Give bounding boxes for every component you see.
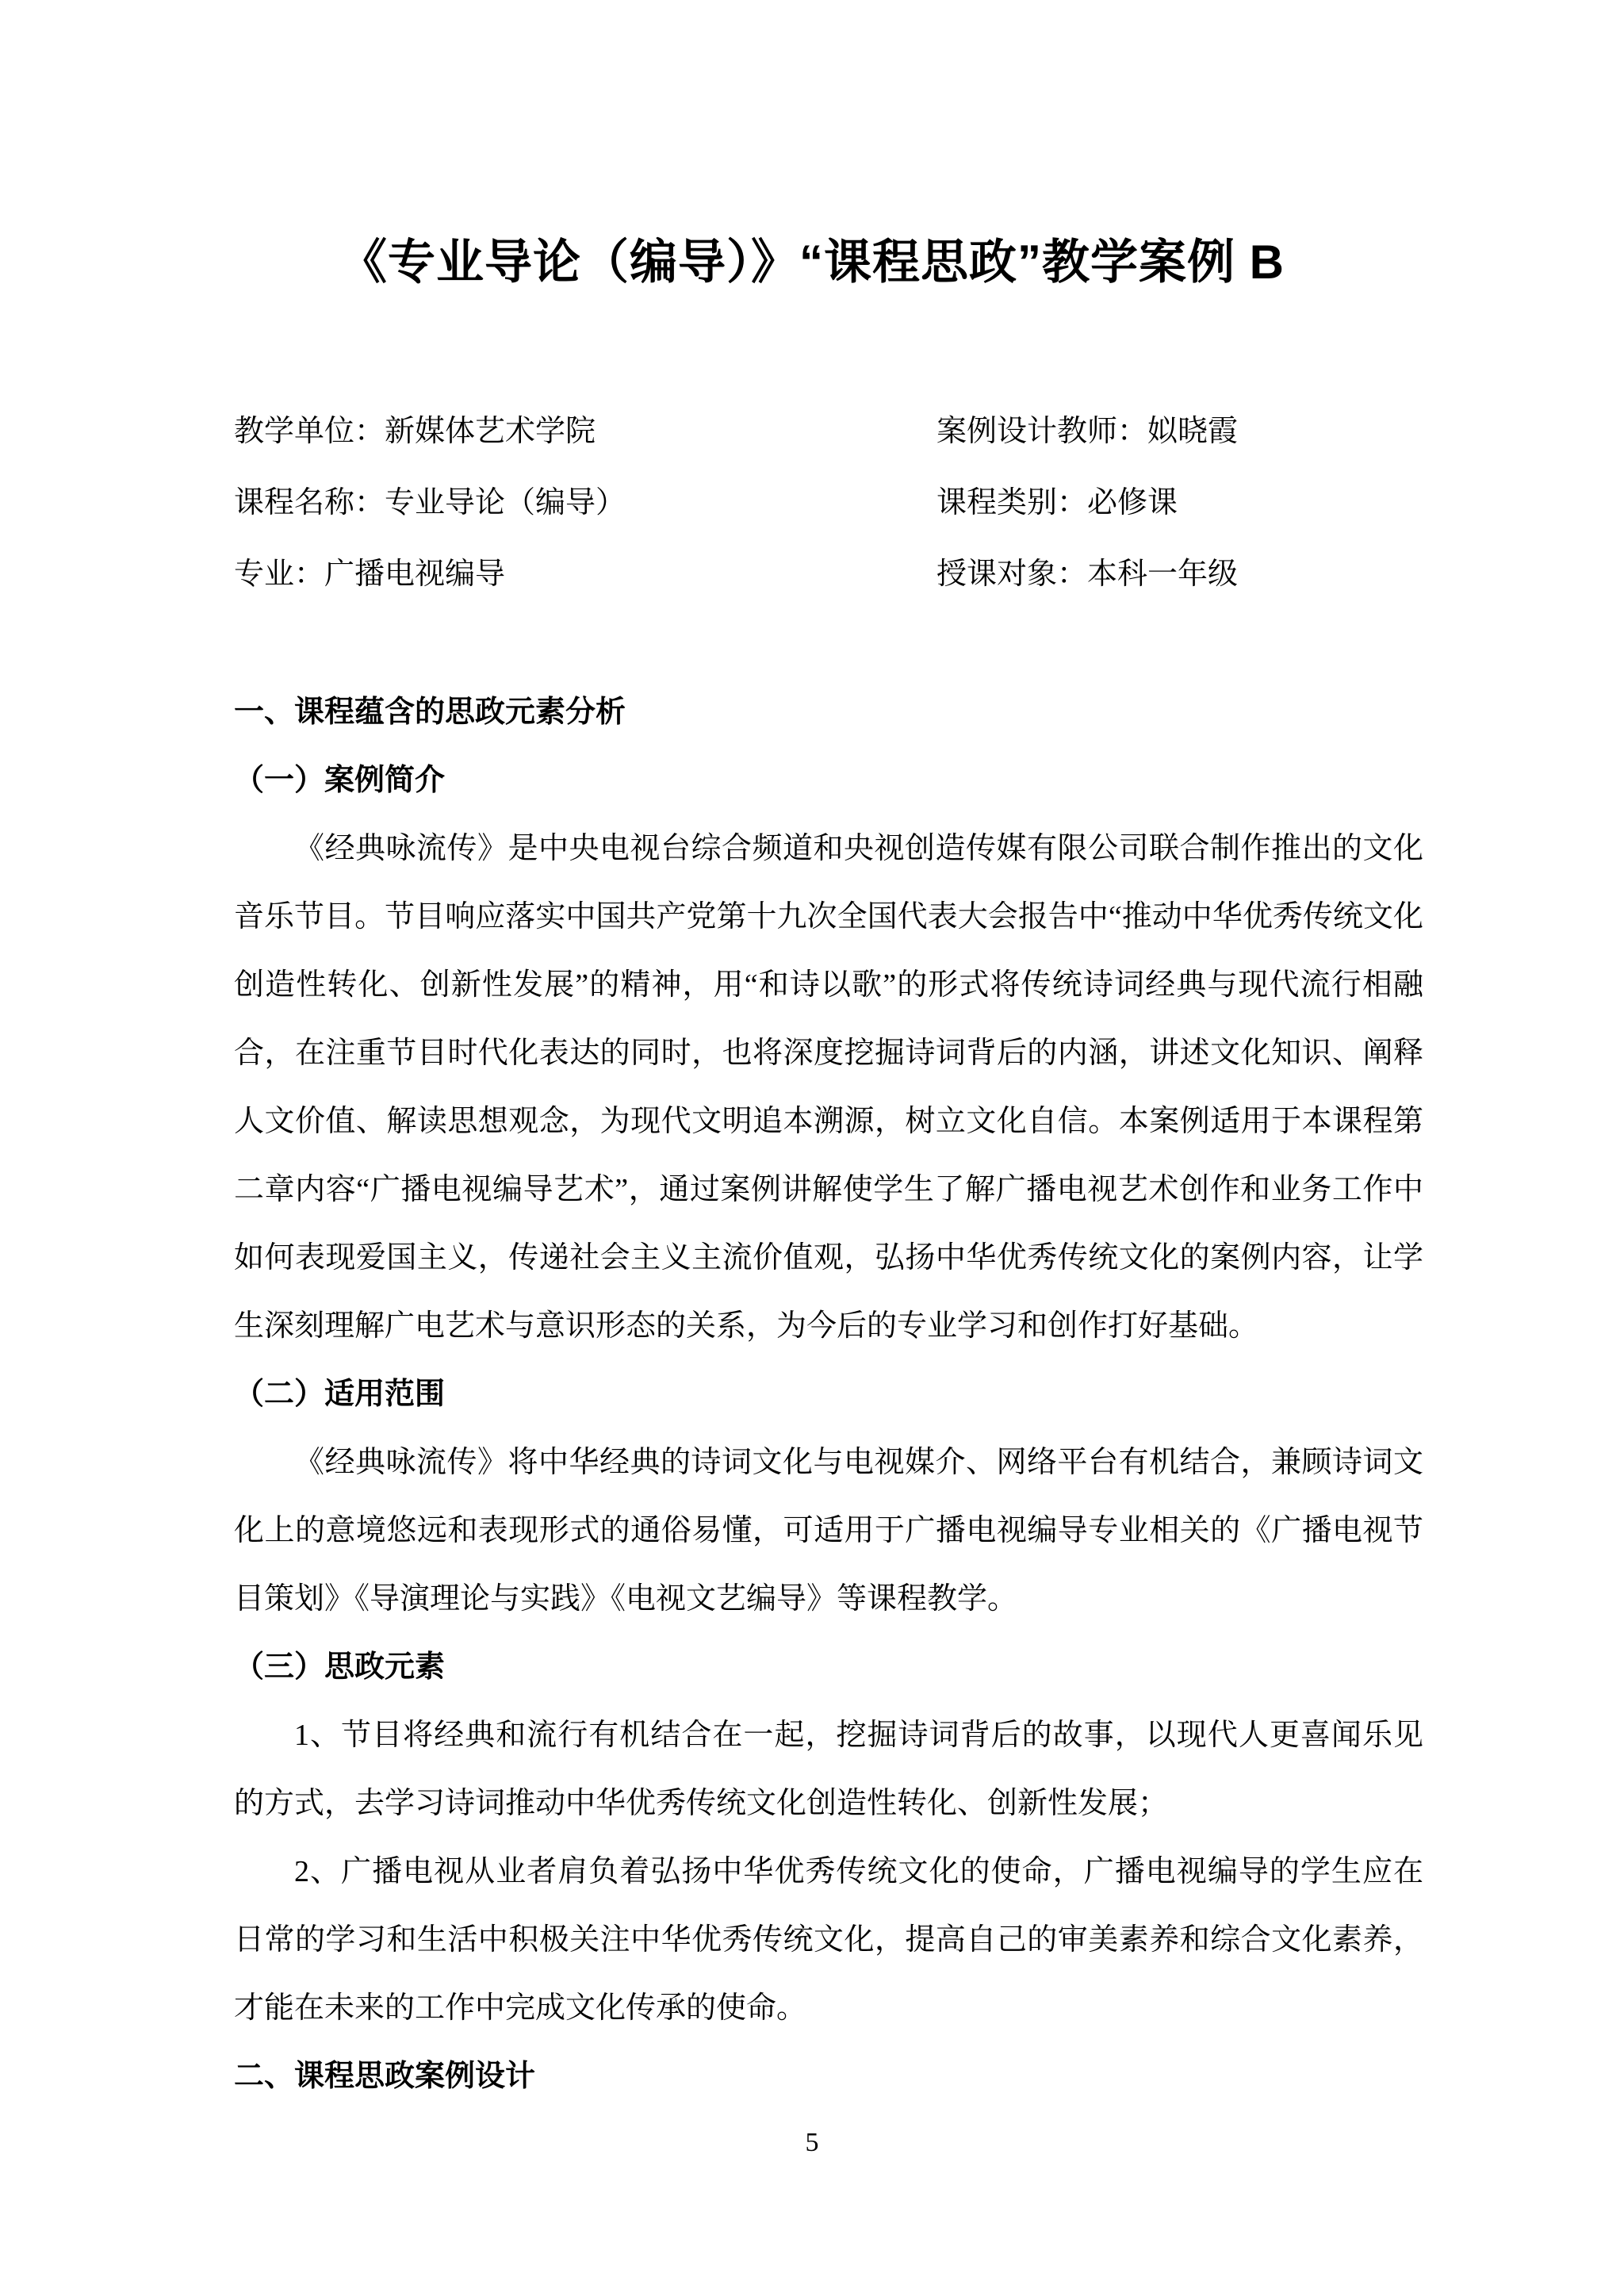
meta-audience: 授课对象：本科一年级 bbox=[936, 558, 1239, 591]
ideology-element-item-2: 2、广播电视从业者肩负着弘扬中华优秀传统文化的使命，广播电视编导的学生应在日常的学习和生活中积极关注中华优秀传统文化，提高自己的审美素养和综合文化素养，才能在未来的工作中完成文化传承的使命。 bbox=[234, 1855, 1423, 2025]
page-number: 5 bbox=[805, 2128, 819, 2157]
meta-row bbox=[234, 412, 1439, 484]
section-2-heading: 二、课程思政案例设计 bbox=[234, 2060, 536, 2093]
meta-case-designer: 案例设计教师：姒晓霞 bbox=[936, 415, 1239, 448]
section-1-1-heading: （一）案例简介 bbox=[234, 764, 446, 797]
meta-course-name: 课程名称：专业导论（编导） bbox=[234, 486, 626, 519]
meta-teaching-unit: 教学单位：新媒体艺术学院 bbox=[234, 415, 596, 448]
meta-block bbox=[234, 412, 1439, 627]
ideology-element-item-1: 1、节目将经典和流行有机结合在一起，挖掘诗词背后的故事，以现代人更喜闻乐见的方式，去学习诗词推动中华优秀传统文化创造性转化、创新性发展； bbox=[234, 1719, 1423, 1820]
section-1-2-heading: （二）适用范围 bbox=[234, 1378, 446, 1411]
section-1-2-paragraph: 《经典咏流传》将中华经典的诗词文化与电视媒介、网络平台有机结合，兼顾诗词文化上的意境悠远和表现形式的通俗易懂，可适用于广播电视编导专业相关的《广播电视节目策划》《导演理论与实践》《电视文艺编导》等课程教学。 bbox=[234, 1446, 1423, 1616]
meta-row bbox=[234, 555, 1439, 627]
meta-major: 专业：广播电视编导 bbox=[234, 558, 506, 591]
section-1-heading: 一、课程蕴含的思政元素分析 bbox=[234, 696, 626, 729]
section-1-1-paragraph: 《经典咏流传》是中央电视台综合频道和央视创造传媒有限公司联合制作推出的文化音乐节目。节目响应落实中国共产党第十九次全国代表大会报告中“推动中华优秀传统文化创造性转化、创新性发展”的精神，用“和诗以歌”的形式将传统诗词经典与现代流行相融合，在注重节目时代化表达的同时，也将深度挖掘诗词背后的内涵，讲述文化知识、阐释人文价值、解读思想观念，为现代文明追本溯源，树立文化自信。本案例适用于本课程第二章内容“广播电视编导艺术”，通过案例讲解使学生了解广播电视艺术创作和业务工作中如何表现爱国主义，传递社会主义主流价值观，弘扬中华优秀传统文化的案例内容，让学生深刻理解广电艺术与意识形态的关系，为今后的专业学习和创作打好基础。 bbox=[234, 832, 1423, 1343]
meta-row bbox=[234, 484, 1439, 555]
document-body bbox=[234, 678, 1423, 2110]
document-title: 《专业导论（编导）》“课程思政”教学案例 B bbox=[339, 236, 1285, 289]
meta-course-type: 课程类别：必修课 bbox=[936, 486, 1178, 519]
section-1-3-heading: （三）思政元素 bbox=[234, 1650, 446, 1684]
